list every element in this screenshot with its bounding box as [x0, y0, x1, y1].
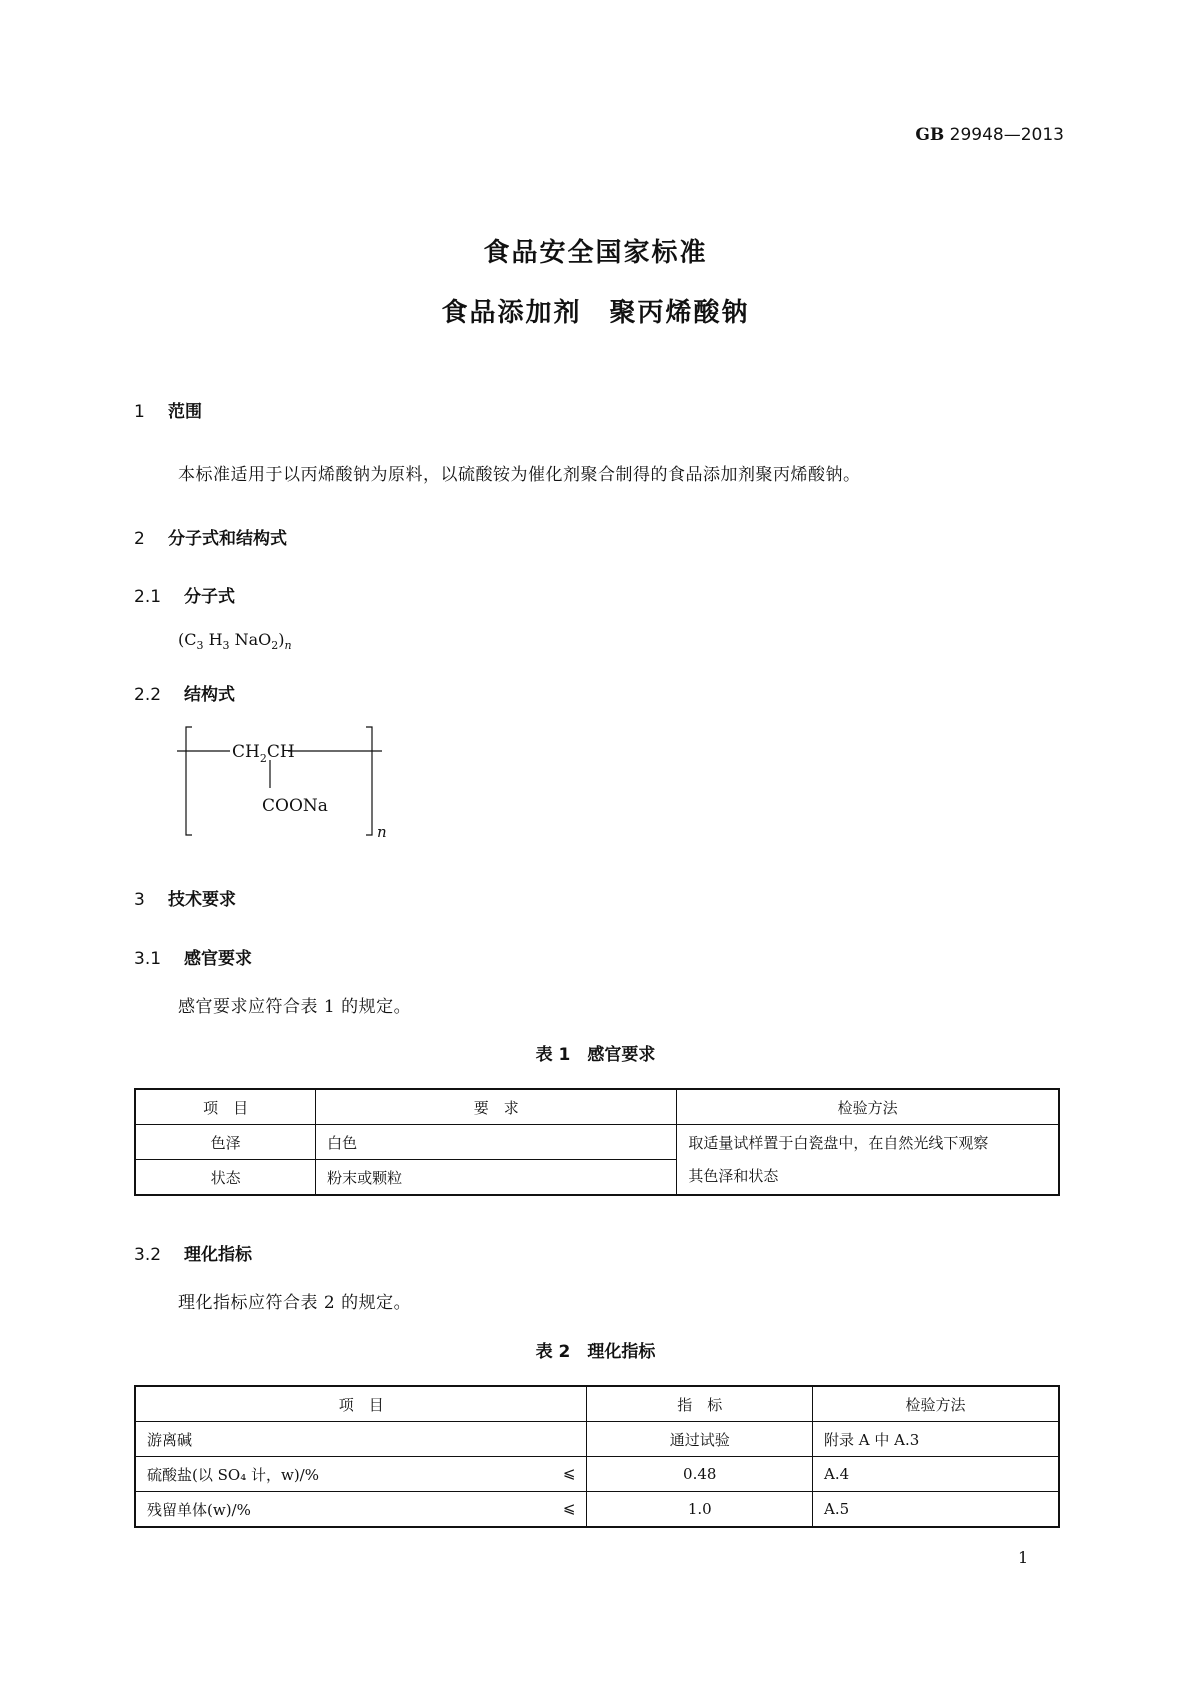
table-header-cell: 检验方法 — [677, 1089, 1059, 1125]
table-cell-requirement: 粉末或颗粒 — [316, 1160, 677, 1196]
standard-code — [0, 125, 1064, 145]
table-cell-method — [677, 1125, 1059, 1196]
section-number: 1 — [134, 402, 145, 422]
standard-code-number: 29948—2013 — [949, 125, 1064, 145]
table-header-cell: 项 目 — [135, 1089, 316, 1125]
table-row — [135, 1125, 1059, 1160]
formula-o-sub: 2 — [271, 639, 279, 653]
method-line-2: 其色泽和状态 — [688, 1166, 779, 1185]
standard-code-prefix: GB — [915, 125, 945, 145]
formula-paren-close: ) — [278, 630, 285, 649]
section-number: 2.2 — [134, 685, 162, 705]
section-number: 3 — [134, 890, 145, 910]
document-subtitle: 食品添加剂 聚丙烯酸钠 — [441, 298, 750, 328]
section-number: 2 — [134, 529, 145, 549]
table-cell-item: 色泽 — [135, 1125, 316, 1160]
item-label: 游离碱 — [147, 1430, 193, 1449]
table-row — [135, 1422, 1059, 1457]
section-title: 分子式 — [184, 587, 235, 607]
table-row — [135, 1492, 1059, 1528]
section-1-heading — [134, 397, 202, 422]
table-cell-item — [135, 1457, 587, 1492]
table-header-cell: 要 求 — [316, 1089, 677, 1125]
page-number: 1 — [1018, 1548, 1029, 1567]
formula-c: C — [184, 630, 197, 649]
table-cell-method: A.5 — [813, 1492, 1059, 1528]
table-header-cell: 检验方法 — [813, 1386, 1059, 1422]
molecular-formula — [178, 630, 292, 652]
item-label: 硫酸盐(以 SO₄ 计，w)/% — [147, 1465, 319, 1484]
table-cell-item: 状态 — [135, 1160, 316, 1196]
comparison-sign: ⩽ — [562, 1463, 576, 1482]
item-label: 残留单体(w)/% — [147, 1500, 251, 1519]
section-number: 3.1 — [134, 949, 162, 969]
structural-formula — [170, 725, 410, 840]
document-title: 食品安全国家标准 — [483, 238, 708, 268]
table-1-caption: 表 1 感官要求 — [535, 1045, 656, 1065]
table-cell-value: 0.48 — [587, 1457, 813, 1492]
section-2-2-heading — [134, 680, 235, 705]
table-2 — [134, 1385, 1060, 1528]
table-header-row — [135, 1386, 1059, 1422]
section-3-2-heading — [134, 1240, 252, 1265]
structure-n: n — [377, 823, 387, 840]
formula-nao: NaO — [234, 630, 272, 649]
table-2-caption: 表 2 理化指标 — [535, 1342, 656, 1362]
table-cell-value: 1.0 — [587, 1492, 813, 1528]
formula-h-sub: 3 — [222, 639, 230, 653]
section-title: 分子式和结构式 — [168, 529, 287, 549]
section-title: 技术要求 — [168, 890, 236, 910]
section-1-text: 本标准适用于以丙烯酸钠为原料，以硫酸铵为催化剂聚合制得的食品添加剂聚丙烯酸钠。 — [178, 465, 861, 485]
section-3-1-heading — [134, 944, 252, 969]
section-number: 3.2 — [134, 1245, 162, 1265]
table-row — [135, 1457, 1059, 1492]
section-2-1-heading — [134, 582, 235, 607]
structure-side-group: COONa — [262, 796, 328, 816]
method-line-1: 取适量试样置于白瓷盘中，在自然光线下观察 — [688, 1133, 989, 1152]
formula-paren-open: ( — [178, 630, 185, 649]
table-header-cell: 项 目 — [135, 1386, 587, 1422]
formula-n: n — [284, 639, 292, 653]
table-cell-method: 附录 A 中 A.3 — [813, 1422, 1059, 1457]
table-cell-value: 通过试验 — [587, 1422, 813, 1457]
table-cell-method: A.4 — [813, 1457, 1059, 1492]
section-2-heading — [134, 524, 287, 549]
structure-main-group: $CH_2CH$ — [232, 742, 295, 765]
section-title: 感官要求 — [184, 949, 252, 969]
section-title: 理化指标 — [184, 1245, 252, 1265]
section-number: 2.1 — [134, 587, 162, 607]
table-cell-requirement: 白色 — [316, 1125, 677, 1160]
table-cell-item — [135, 1422, 587, 1457]
formula-c-sub: 3 — [196, 639, 204, 653]
left-bracket — [186, 727, 192, 835]
right-bracket — [366, 727, 372, 835]
comparison-sign: ⩽ — [562, 1498, 576, 1517]
table-header-cell: 指 标 — [587, 1386, 813, 1422]
section-title: 范围 — [168, 402, 202, 422]
section-3-1-text: 感官要求应符合表 1 的规定。 — [178, 997, 412, 1017]
formula-h: H — [208, 630, 223, 649]
table-1 — [134, 1088, 1060, 1196]
section-title: 结构式 — [184, 685, 235, 705]
table-header-row — [135, 1089, 1059, 1125]
section-3-2-text: 理化指标应符合表 2 的规定。 — [178, 1293, 412, 1313]
table-cell-item — [135, 1492, 587, 1528]
section-3-heading — [134, 885, 236, 910]
